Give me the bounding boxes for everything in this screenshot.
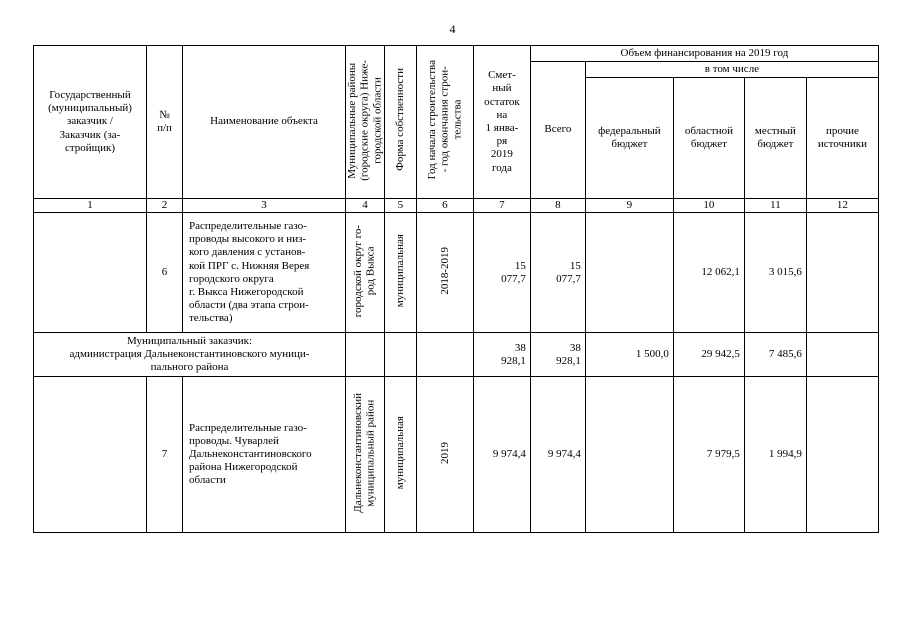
col-number: 7 bbox=[473, 199, 530, 213]
row7-number: 7 bbox=[147, 377, 183, 533]
row6-regional: 12 062,1 bbox=[673, 213, 744, 333]
header-regional: областной бюджет bbox=[673, 78, 744, 199]
col-number: 11 bbox=[744, 199, 806, 213]
table-row bbox=[34, 213, 879, 333]
row6-district-cell bbox=[346, 213, 385, 333]
col-number: 9 bbox=[585, 199, 673, 213]
col-number: 1 bbox=[34, 199, 147, 213]
header-other: прочие источники bbox=[806, 78, 878, 199]
row6-total: 15 077,7 bbox=[530, 213, 585, 333]
col-number: 12 bbox=[806, 199, 878, 213]
subtotal-district bbox=[346, 333, 385, 377]
subtotal-years bbox=[416, 333, 473, 377]
row6-customer bbox=[34, 213, 147, 333]
header-total: Всего bbox=[530, 62, 585, 199]
row6-years-cell bbox=[416, 213, 473, 333]
subtotal-label: Муниципальный заказчик: администрация Дальнеконстантиновского муници- пального района bbox=[34, 333, 346, 377]
col-number: 6 bbox=[416, 199, 473, 213]
table-row bbox=[34, 377, 879, 533]
row6-ownership: муниципальная bbox=[394, 233, 407, 308]
col-number: 2 bbox=[147, 199, 183, 213]
row7-federal bbox=[585, 377, 673, 533]
row7-object-name: Распределительные газо- проводы. Чуварлей Дальнеконстантиновского района Нижегородской области bbox=[183, 377, 346, 533]
col-number: 8 bbox=[530, 199, 585, 213]
row6-federal bbox=[585, 213, 673, 333]
header-ownership: Форма собственности bbox=[394, 68, 407, 172]
row6-estimate: 15 077,7 bbox=[473, 213, 530, 333]
header-districts-cell bbox=[346, 46, 385, 199]
row6-object-name: Распределительные газо- проводы высокого и низ- кого давления с установ- кой ПРГ с. Нижняя Верея городского округа г. Выкса Нижегородской области (два этапа строи- тельства) bbox=[183, 213, 346, 333]
subtotal-ownership bbox=[384, 333, 416, 377]
header-local: местный бюджет bbox=[744, 78, 806, 199]
header-ownership-cell bbox=[384, 46, 416, 199]
subtotal-local: 7 485,6 bbox=[744, 333, 806, 377]
header-funding-title: Объем финансирования на 2019 год bbox=[530, 46, 878, 62]
row7-regional: 7 979,5 bbox=[673, 377, 744, 533]
row7-local: 1 994,9 bbox=[744, 377, 806, 533]
subtotal-row bbox=[34, 333, 879, 377]
col-number: 10 bbox=[673, 199, 744, 213]
row6-number: 6 bbox=[147, 213, 183, 333]
header-federal: федеральный бюджет bbox=[585, 78, 673, 199]
financing-table bbox=[33, 45, 879, 533]
col-number: 4 bbox=[346, 199, 385, 213]
header-including: в том числе bbox=[585, 62, 878, 78]
subtotal-estimate: 38 928,1 bbox=[473, 333, 530, 377]
column-number-row bbox=[34, 199, 879, 213]
row7-ownership: муниципальная bbox=[394, 415, 407, 490]
header-customer: Государственный (муниципальный) заказчик / Заказчик (за- стройщик) bbox=[34, 46, 147, 199]
row7-district-cell bbox=[346, 377, 385, 533]
row6-years: 2018-2019 bbox=[438, 246, 451, 295]
row7-estimate: 9 974,4 bbox=[473, 377, 530, 533]
subtotal-total: 38 928,1 bbox=[530, 333, 585, 377]
header-estimate: Смет- ный остаток на 1 янва- ря 2019 года bbox=[473, 46, 530, 199]
header-years-cell bbox=[416, 46, 473, 199]
subtotal-regional: 29 942,5 bbox=[673, 333, 744, 377]
row6-local: 3 015,6 bbox=[744, 213, 806, 333]
row7-total: 9 974,4 bbox=[530, 377, 585, 533]
header-object-name: Наименование объекта bbox=[183, 46, 346, 199]
col-number: 5 bbox=[384, 199, 416, 213]
row6-other bbox=[806, 213, 878, 333]
row7-ownership-cell bbox=[384, 377, 416, 533]
col-number: 3 bbox=[183, 199, 346, 213]
page-number: 4 bbox=[449, 22, 456, 36]
header-years: Год начала строительства - год окончания строи- тельства bbox=[425, 60, 464, 180]
row7-years-cell bbox=[416, 377, 473, 533]
header-number: № п/п bbox=[147, 46, 183, 199]
header-districts: Муниципальные районы (городские округа) Ниже- городской области bbox=[346, 59, 384, 181]
row7-other bbox=[806, 377, 878, 533]
row6-ownership-cell bbox=[384, 213, 416, 333]
row7-district: Дальнеконстантиновский муниципальный район bbox=[352, 392, 377, 513]
row6-district: городской округ го- род Выкса bbox=[352, 224, 377, 317]
subtotal-other bbox=[806, 333, 878, 377]
row7-years: 2019 bbox=[438, 441, 451, 464]
subtotal-federal: 1 500,0 bbox=[585, 333, 673, 377]
row7-customer bbox=[34, 377, 147, 533]
